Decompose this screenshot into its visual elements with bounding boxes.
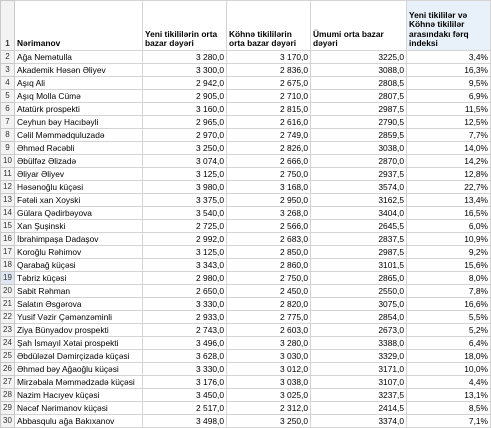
cell-street[interactable]: İbrahimpaşa Dadaşov — [15, 233, 143, 246]
cell-old-price[interactable]: 3 170,0 — [227, 51, 311, 64]
cell-old-price[interactable]: 2 950,0 — [227, 194, 311, 207]
cell-old-price[interactable]: 2 826,0 — [227, 142, 311, 155]
cell-diff-index[interactable]: 22,7% — [407, 181, 491, 194]
cell-total-price[interactable]: 3237,5 — [311, 389, 407, 402]
cell-total-price[interactable]: 2854,0 — [311, 311, 407, 324]
cell-old-price[interactable]: 3 268,0 — [227, 207, 311, 220]
cell-total-price[interactable]: 3101,5 — [311, 259, 407, 272]
cell-new-price[interactable]: 2 980,0 — [143, 272, 227, 285]
cell-diff-index[interactable]: 11,5% — [407, 103, 491, 116]
cell-old-price[interactable]: 2 710,0 — [227, 90, 311, 103]
cell-street[interactable]: Aşıq Ali — [15, 77, 143, 90]
cell-street[interactable]: Sabit Rəhman — [15, 285, 143, 298]
table-row[interactable] — [1, 142, 491, 155]
cell-new-price[interactable]: 3 980,0 — [143, 181, 227, 194]
cell-new-price[interactable]: 3 160,0 — [143, 103, 227, 116]
cell-total-price[interactable]: 2807,5 — [311, 90, 407, 103]
cell-street[interactable]: Xan Şuşinski — [15, 220, 143, 233]
table-row[interactable] — [1, 363, 491, 376]
cell-total-price[interactable]: 2987,5 — [311, 103, 407, 116]
cell-street[interactable]: Qarabağ küçəsi — [15, 259, 143, 272]
table-row[interactable] — [1, 350, 491, 363]
row-number[interactable]: 12 — [1, 181, 15, 194]
cell-new-price[interactable]: 2 650,0 — [143, 285, 227, 298]
cell-total-price[interactable]: 2859,5 — [311, 129, 407, 142]
cell-old-price[interactable]: 2 820,0 — [227, 298, 311, 311]
row-number[interactable]: 9 — [1, 142, 15, 155]
cell-total-price[interactable]: 2550,0 — [311, 285, 407, 298]
cell-total-price[interactable]: 3404,0 — [311, 207, 407, 220]
row-number[interactable]: 7 — [1, 116, 15, 129]
cell-diff-index[interactable]: 5,2% — [407, 324, 491, 337]
header-cell-new-price[interactable]: Yeni tikililərin orta bazar dəyəri — [143, 1, 227, 51]
cell-street[interactable]: Cəlil Məmmədquluzadə — [15, 129, 143, 142]
table-row[interactable] — [1, 207, 491, 220]
cell-street[interactable]: Aşıq Molla Cümə — [15, 90, 143, 103]
cell-total-price[interactable]: 2790,5 — [311, 116, 407, 129]
cell-new-price[interactable]: 2 965,0 — [143, 116, 227, 129]
table-row[interactable] — [1, 337, 491, 350]
cell-total-price[interactable]: 2837,5 — [311, 233, 407, 246]
cell-old-price[interactable]: 2 566,0 — [227, 220, 311, 233]
cell-street[interactable]: Həsənoğlu küçəsi — [15, 181, 143, 194]
table-row[interactable] — [1, 90, 491, 103]
row-number[interactable]: 23 — [1, 324, 15, 337]
cell-total-price[interactable]: 3088,0 — [311, 64, 407, 77]
row-number[interactable]: 10 — [1, 155, 15, 168]
table-row[interactable] — [1, 103, 491, 116]
table-row[interactable] — [1, 311, 491, 324]
cell-street[interactable]: Ağa Nemətulla — [15, 51, 143, 64]
row-number[interactable]: 3 — [1, 64, 15, 77]
cell-old-price[interactable]: 3 012,0 — [227, 363, 311, 376]
table-row[interactable] — [1, 324, 491, 337]
cell-street[interactable]: Ceyhun bəy Hacıbəyli — [15, 116, 143, 129]
cell-old-price[interactable]: 3 250,0 — [227, 415, 311, 428]
cell-old-price[interactable]: 2 750,0 — [227, 272, 311, 285]
cell-old-price[interactable]: 2 836,0 — [227, 64, 311, 77]
cell-diff-index[interactable]: 8,5% — [407, 402, 491, 415]
cell-street[interactable]: Şah İsmayıl Xətai prospekti — [15, 337, 143, 350]
row-number[interactable]: 2 — [1, 51, 15, 64]
cell-total-price[interactable]: 3374,0 — [311, 415, 407, 428]
cell-new-price[interactable]: 3 074,0 — [143, 155, 227, 168]
row-number[interactable]: 17 — [1, 246, 15, 259]
cell-diff-index[interactable]: 16,5% — [407, 207, 491, 220]
cell-total-price[interactable]: 3038,0 — [311, 142, 407, 155]
table-row[interactable] — [1, 220, 491, 233]
cell-street[interactable]: Ziya Bünyadov prospekti — [15, 324, 143, 337]
cell-diff-index[interactable]: 5,5% — [407, 311, 491, 324]
table-row[interactable] — [1, 233, 491, 246]
cell-total-price[interactable]: 3107,0 — [311, 376, 407, 389]
cell-total-price[interactable]: 3574,0 — [311, 181, 407, 194]
cell-diff-index[interactable]: 4,4% — [407, 376, 491, 389]
cell-street[interactable]: Əhməd Rəcəbli — [15, 142, 143, 155]
cell-diff-index[interactable]: 18,0% — [407, 350, 491, 363]
header-cell-total-price[interactable]: Ümumi orta bazar dəyəri — [311, 1, 407, 51]
cell-old-price[interactable]: 2 775,0 — [227, 311, 311, 324]
table-row[interactable] — [1, 402, 491, 415]
row-number[interactable]: 19 — [1, 272, 15, 285]
cell-street[interactable]: Koroğlu Rəhimov — [15, 246, 143, 259]
table-row[interactable] — [1, 168, 491, 181]
row-number[interactable]: 28 — [1, 389, 15, 402]
cell-street[interactable]: Əbdüləzəl Dəmirçizadə küçəsi — [15, 350, 143, 363]
cell-street[interactable]: Əbülfəz Əlizadə — [15, 155, 143, 168]
cell-total-price[interactable]: 2645,5 — [311, 220, 407, 233]
cell-diff-index[interactable]: 14,2% — [407, 155, 491, 168]
cell-diff-index[interactable]: 7,1% — [407, 415, 491, 428]
cell-new-price[interactable]: 2 992,0 — [143, 233, 227, 246]
row-number[interactable]: 8 — [1, 129, 15, 142]
cell-street[interactable]: Nazim Hacıyev küçəsi — [15, 389, 143, 402]
table-row[interactable] — [1, 64, 491, 77]
table-row[interactable] — [1, 389, 491, 402]
cell-old-price[interactable]: 2 450,0 — [227, 285, 311, 298]
cell-old-price[interactable]: 3 168,0 — [227, 181, 311, 194]
cell-new-price[interactable]: 3 125,0 — [143, 168, 227, 181]
table-row[interactable] — [1, 259, 491, 272]
cell-total-price[interactable]: 2870,0 — [311, 155, 407, 168]
row-number[interactable]: 16 — [1, 233, 15, 246]
cell-new-price[interactable]: 3 280,0 — [143, 51, 227, 64]
row-number[interactable]: 4 — [1, 77, 15, 90]
cell-old-price[interactable]: 3 025,0 — [227, 389, 311, 402]
cell-diff-index[interactable]: 13,4% — [407, 194, 491, 207]
table-row[interactable] — [1, 272, 491, 285]
cell-street[interactable]: Əliyar Əliyev — [15, 168, 143, 181]
table-row[interactable] — [1, 77, 491, 90]
cell-street[interactable]: Mirzəbala Məmmədzadə küçəsi — [15, 376, 143, 389]
row-number[interactable]: 5 — [1, 90, 15, 103]
cell-total-price[interactable]: 2865,0 — [311, 272, 407, 285]
cell-total-price[interactable]: 3171,0 — [311, 363, 407, 376]
cell-old-price[interactable]: 2 815,0 — [227, 103, 311, 116]
cell-new-price[interactable]: 3 628,0 — [143, 350, 227, 363]
row-number[interactable]: 18 — [1, 259, 15, 272]
table-row[interactable] — [1, 194, 491, 207]
row-number[interactable]: 13 — [1, 194, 15, 207]
cell-total-price[interactable]: 2937,5 — [311, 168, 407, 181]
cell-old-price[interactable]: 3 030,0 — [227, 350, 311, 363]
cell-old-price[interactable]: 2 675,0 — [227, 77, 311, 90]
cell-new-price[interactable]: 3 375,0 — [143, 194, 227, 207]
cell-total-price[interactable]: 2673,0 — [311, 324, 407, 337]
table-row[interactable] — [1, 298, 491, 311]
cell-total-price[interactable]: 3329,0 — [311, 350, 407, 363]
cell-diff-index[interactable]: 10,0% — [407, 363, 491, 376]
header-cell-street[interactable]: Nərimanov — [15, 1, 143, 51]
cell-diff-index[interactable]: 12,8% — [407, 168, 491, 181]
cell-old-price[interactable]: 2 603,0 — [227, 324, 311, 337]
row-number[interactable]: 24 — [1, 337, 15, 350]
cell-street[interactable]: Akademik Həsən Əliyev — [15, 64, 143, 77]
cell-diff-index[interactable]: 9,5% — [407, 77, 491, 90]
row-number[interactable]: 15 — [1, 220, 15, 233]
cell-street[interactable]: Nəcəf Nərimanov küçəsi — [15, 402, 143, 415]
cell-diff-index[interactable]: 6,4% — [407, 337, 491, 350]
table-row[interactable] — [1, 415, 491, 428]
cell-old-price[interactable]: 2 616,0 — [227, 116, 311, 129]
cell-total-price[interactable]: 3388,0 — [311, 337, 407, 350]
cell-total-price[interactable]: 2808,5 — [311, 77, 407, 90]
cell-new-price[interactable]: 3 450,0 — [143, 389, 227, 402]
cell-total-price[interactable]: 2987,5 — [311, 246, 407, 259]
cell-total-price[interactable]: 3225,0 — [311, 51, 407, 64]
cell-new-price[interactable]: 3 343,0 — [143, 259, 227, 272]
cell-new-price[interactable]: 2 725,0 — [143, 220, 227, 233]
cell-street[interactable]: Atatürk prospekti — [15, 103, 143, 116]
cell-new-price[interactable]: 2 743,0 — [143, 324, 227, 337]
row-number[interactable]: 20 — [1, 285, 15, 298]
row-number[interactable]: 22 — [1, 311, 15, 324]
cell-old-price[interactable]: 2 666,0 — [227, 155, 311, 168]
cell-old-price[interactable]: 2 749,0 — [227, 129, 311, 142]
cell-street[interactable]: Abbasqulu ağa Bakıxanov — [15, 415, 143, 428]
cell-street[interactable]: Fətəli xan Xoyski — [15, 194, 143, 207]
row-number[interactable]: 1 — [1, 1, 15, 51]
cell-diff-index[interactable]: 16,6% — [407, 298, 491, 311]
cell-new-price[interactable]: 3 330,0 — [143, 363, 227, 376]
cell-street[interactable]: Təbriz küçəsi — [15, 272, 143, 285]
cell-old-price[interactable]: 2 860,0 — [227, 259, 311, 272]
row-number[interactable]: 29 — [1, 402, 15, 415]
cell-diff-index[interactable]: 10,9% — [407, 233, 491, 246]
cell-diff-index[interactable]: 7,8% — [407, 285, 491, 298]
cell-diff-index[interactable]: 7,7% — [407, 129, 491, 142]
cell-street[interactable]: Salatın Əsgərova — [15, 298, 143, 311]
header-row — [1, 1, 491, 51]
cell-street[interactable]: Yusif Vəzir Çəmənzəminli — [15, 311, 143, 324]
header-cell-old-price[interactable]: Köhnə tikililərin orta bazar dəyəri — [227, 1, 311, 51]
cell-diff-index[interactable]: 6,9% — [407, 90, 491, 103]
table-row[interactable] — [1, 129, 491, 142]
cell-total-price[interactable]: 3075,0 — [311, 298, 407, 311]
table-row[interactable] — [1, 116, 491, 129]
cell-diff-index[interactable]: 9,2% — [407, 246, 491, 259]
row-number[interactable]: 6 — [1, 103, 15, 116]
cell-old-price[interactable]: 2 683,0 — [227, 233, 311, 246]
cell-old-price[interactable]: 2 312,0 — [227, 402, 311, 415]
cell-diff-index[interactable]: 15,6% — [407, 259, 491, 272]
row-number[interactable]: 14 — [1, 207, 15, 220]
cell-diff-index[interactable]: 13,1% — [407, 389, 491, 402]
cell-new-price[interactable]: 2 970,0 — [143, 129, 227, 142]
row-number[interactable]: 25 — [1, 350, 15, 363]
table-row[interactable] — [1, 285, 491, 298]
cell-diff-index[interactable]: 3,4% — [407, 51, 491, 64]
cell-new-price[interactable]: 3 496,0 — [143, 337, 227, 350]
cell-new-price[interactable]: 3 300,0 — [143, 64, 227, 77]
cell-old-price[interactable]: 2 750,0 — [227, 168, 311, 181]
cell-diff-index[interactable]: 8,0% — [407, 272, 491, 285]
table-row[interactable] — [1, 155, 491, 168]
table-row[interactable] — [1, 376, 491, 389]
cell-old-price[interactable]: 2 850,0 — [227, 246, 311, 259]
cell-new-price[interactable]: 2 517,0 — [143, 402, 227, 415]
cell-new-price[interactable]: 2 942,0 — [143, 77, 227, 90]
cell-new-price[interactable]: 3 250,0 — [143, 142, 227, 155]
row-number[interactable]: 30 — [1, 415, 15, 428]
cell-diff-index[interactable]: 16,3% — [407, 64, 491, 77]
row-number[interactable]: 21 — [1, 298, 15, 311]
cell-new-price[interactable]: 3 176,0 — [143, 376, 227, 389]
cell-new-price[interactable]: 3 125,0 — [143, 246, 227, 259]
cell-old-price[interactable]: 3 038,0 — [227, 376, 311, 389]
cell-new-price[interactable]: 2 933,0 — [143, 311, 227, 324]
cell-diff-index[interactable]: 12,5% — [407, 116, 491, 129]
cell-new-price[interactable]: 3 498,0 — [143, 415, 227, 428]
cell-street[interactable]: Əhməd bəy Ağaoğlu küçəsi — [15, 363, 143, 376]
cell-street[interactable]: Gülara Qədirbəyova — [15, 207, 143, 220]
row-number[interactable]: 27 — [1, 376, 15, 389]
header-cell-diff-index[interactable]: Yeni tikililər və Köhnə tikililər arasındakı fərq indeksi — [407, 1, 491, 51]
cell-total-price[interactable]: 2414,5 — [311, 402, 407, 415]
cell-total-price[interactable]: 3162,5 — [311, 194, 407, 207]
cell-new-price[interactable]: 3 330,0 — [143, 298, 227, 311]
cell-old-price[interactable]: 3 280,0 — [227, 337, 311, 350]
table-row[interactable] — [1, 181, 491, 194]
cell-new-price[interactable]: 2 905,0 — [143, 90, 227, 103]
row-number[interactable]: 26 — [1, 363, 15, 376]
cell-diff-index[interactable]: 6,0% — [407, 220, 491, 233]
table-row[interactable] — [1, 51, 491, 64]
cell-new-price[interactable]: 3 540,0 — [143, 207, 227, 220]
row-number[interactable]: 11 — [1, 168, 15, 181]
cell-diff-index[interactable]: 14,0% — [407, 142, 491, 155]
table-row[interactable] — [1, 246, 491, 259]
